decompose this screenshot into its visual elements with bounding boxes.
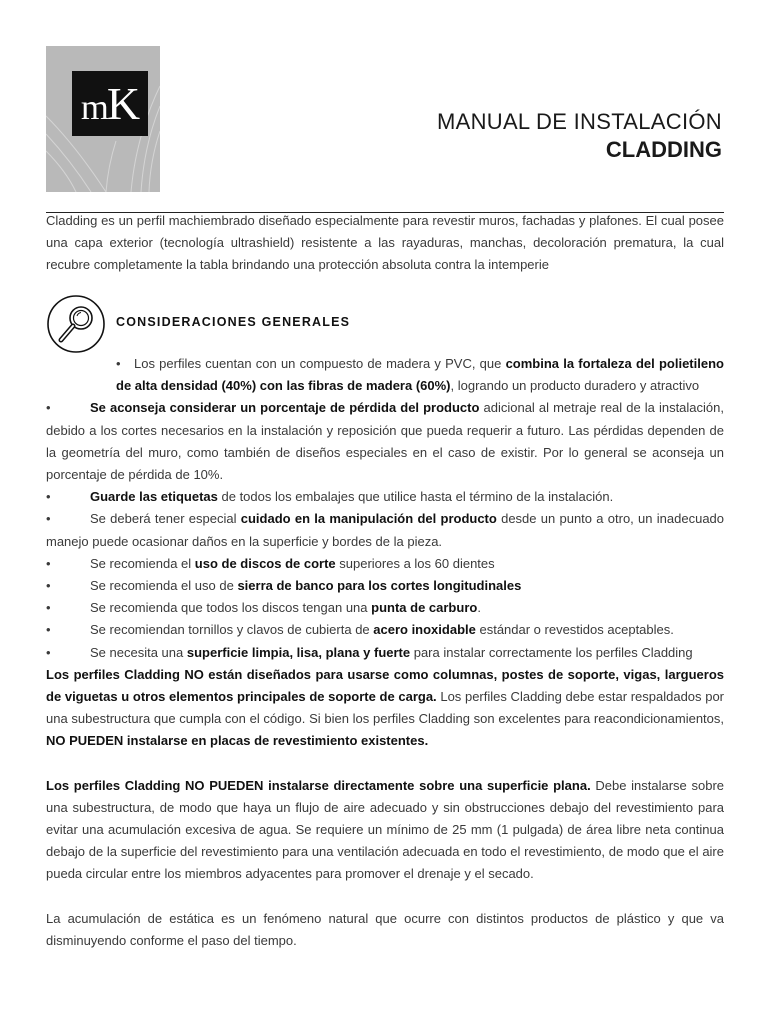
body-text [46,353,724,952]
bullet: • [46,622,51,638]
bullet: • [46,555,51,571]
logo-mark [72,71,148,136]
logo-letter-k: K [106,78,140,129]
paragraph-substructure: Los perfiles Cladding NO PUEDEN instalarse directamente sobre una superficie plana. Debe instalarse sobre una subestructura, de modo que haya un flujo de aire adecuado y sin obstrucciones debajo del revestimiento para evitar una acumulación excesiva de agua. Se requiere un mínimo de 25 mm (1 pulgada) de área libre neta continua debajo de la superficie del revestimiento para una ventilación adecuada en todo el revestimiento, de modo que el aire pueda circular entre los miembros adyacentes para promover el drenaje y el secado. [46,777,724,882]
list-item: • Se necesita una superficie limpia, lisa, plana y fuerte para instalar correctamente los perfiles Cladding [46,642,724,664]
bullet: • [116,356,121,371]
list-item: • Se recomienda el uso de discos de corte superiores a los 60 dientes [46,553,724,575]
title-line-2: CLADDING [605,137,722,162]
logo [46,46,160,192]
intro-paragraph: Cladding es un perfil machiembrado diseñado especialmente para revestir muros, fachadas y plafones. El cual posee una capa exterior (tecnología ultrashield) resistente a las rayaduras, manchas, decoloración prematura, la cual recubre completamente la tabla brindando una protección absoluta contra la intemperie [46,213,724,272]
list-item: • Se recomienda el uso de sierra de banco para los cortes longitudinales [46,575,724,597]
bullet: • [46,511,51,527]
document-title [437,108,722,164]
title-line-1: MANUAL DE INSTALACIÓN [436,109,722,134]
section-title: CONSIDERACIONES GENERALES [116,315,351,329]
list-item: • Se aconseja considerar un porcentaje de pérdida del producto adicional al metraje real de la instalación, debido a los cortes necesarios en la instalación y reposición que pueda requerir a futuro. Las pérdidas dependen de la geometría del muro, como también de diseños especiales en el caso de existir. Por lo general se aconseja un porcentaje de pérdida de 10%. [46,397,724,486]
list-item: • Los perfiles cuentan con un compuesto de madera y PVC, que combina la fortaleza del polietileno de alta densidad (40%) con las fibras de madera (60%), logrando un producto duradero y atractivo [46,353,724,397]
list-item: • Guarde las etiquetas de todos los embalajes que utilice hasta el término de la instalación. [46,486,724,508]
paragraph-static: La acumulación de estática es un fenómeno natural que ocurre con distintos productos de plástico y que va disminuyendo conforme el paso del tiempo. [46,910,724,948]
bullet: • [46,644,51,660]
list-item: • Se recomiendan tornillos y clavos de cubierta de acero inoxidable estándar o revestidos aceptables. [46,619,724,641]
section-heading [46,293,350,355]
paragraph-load-bearing: Los perfiles Cladding NO están diseñados para usarse como columnas, postes de soporte, vigas, largueros de viguetas u otros elementos principales de soporte de carga. Los perfiles Cladding debe estar respaldados por una subestructura que cumpla con el código. Si bien los perfiles Cladding son excelentes para reacondicionamientos, NO PUEDEN instalarse en placas de revestimiento existentes. [46,666,724,749]
bullet: • [46,400,51,416]
list-item: • Se recomienda que todos los discos tengan una punta de carburo. [46,597,724,619]
list-item: • Se deberá tener especial cuidado en la manipulación del producto desde un punto a otro, un inadecuado manejo puede ocasionar daños en la superficie y bordes de la pieza. [46,508,724,552]
bullet: • [46,600,51,616]
bullet: • [46,489,51,505]
bullet: • [46,578,51,594]
magnifier-icon [46,294,106,354]
logo-letter-m: m [80,86,108,127]
